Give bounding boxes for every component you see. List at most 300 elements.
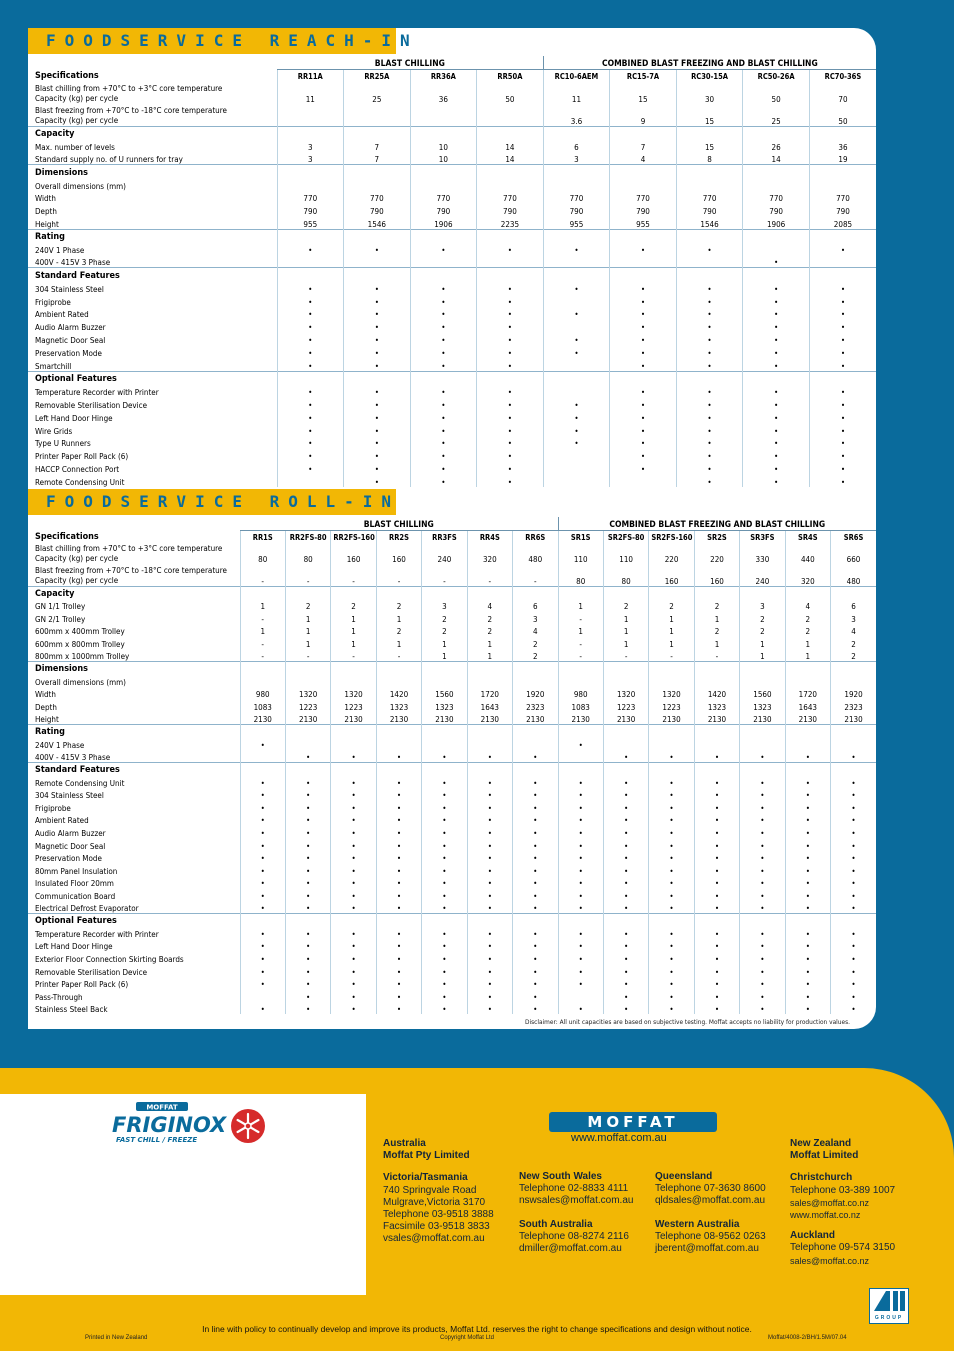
region-title: Christchurch: [790, 1172, 853, 1184]
spec-value: •: [543, 345, 610, 358]
spec-label: GN 1/1 Trolley: [35, 602, 86, 612]
spec-value: 790: [610, 203, 677, 216]
spec-value: •: [376, 876, 421, 889]
spec-value: 2: [785, 624, 830, 637]
spec-value: •: [285, 800, 330, 813]
spec-value: •: [610, 461, 677, 474]
spec-value: •: [344, 242, 411, 255]
spec-value: •: [785, 876, 830, 889]
spec-value: 4: [513, 624, 558, 637]
spec-value: 770: [809, 191, 876, 204]
spec-value: •: [694, 800, 739, 813]
spec-value: 2: [694, 624, 739, 637]
spec-value: 240: [422, 542, 467, 564]
spec-value: 240: [740, 564, 785, 586]
spec-value: •: [240, 888, 285, 901]
spec-value: 9: [610, 104, 677, 127]
spec-value: •: [676, 358, 743, 371]
spec-value: •: [831, 964, 876, 977]
spec-value: •: [344, 448, 411, 461]
model-name: RC30-15A: [676, 69, 743, 81]
spec-value: •: [285, 863, 330, 876]
spec-value: •: [694, 825, 739, 838]
spec-value: •: [649, 951, 694, 964]
spec-value: •: [410, 423, 477, 436]
spec-value: •: [410, 410, 477, 423]
spec-value: •: [240, 939, 285, 952]
spec-value: •: [240, 851, 285, 864]
spec-value: •: [694, 951, 739, 964]
spec-value: •: [344, 436, 411, 449]
spec-value: 2130: [558, 712, 603, 725]
spec-value: •: [410, 332, 477, 345]
group-logo-text: GROUP: [874, 1315, 904, 1321]
roll-in-panel: [28, 489, 876, 1029]
spec-value: •: [785, 750, 830, 763]
region-title: South Australia: [519, 1218, 593, 1230]
spec-value: •: [467, 926, 512, 939]
address-line: 740 Springvale Road: [383, 1184, 477, 1196]
spec-value: 11: [277, 81, 344, 104]
spec-value: •: [676, 448, 743, 461]
spec-value: 1: [785, 636, 830, 649]
spec-value: 1: [467, 636, 512, 649]
spec-value: [809, 255, 876, 268]
spec-label: 800mm x 1000mm Trolley: [35, 652, 130, 662]
spec-value: 2130: [513, 712, 558, 725]
spec-value: •: [331, 901, 376, 914]
spec-value: 160: [649, 564, 694, 586]
spec-value: 1: [376, 636, 421, 649]
spec-value: •: [785, 901, 830, 914]
spec-value: [831, 674, 876, 687]
model-name: RR2S: [376, 530, 421, 542]
spec-value: •: [467, 788, 512, 801]
spec-value: •: [285, 750, 330, 763]
spec-label: 600mm x 400mm Trolley: [35, 627, 125, 637]
spec-value: •: [676, 332, 743, 345]
spec-label: HACCP Connection Port: [35, 465, 120, 475]
spec-label: GN 2/1 Trolley: [35, 614, 86, 624]
spec-value: •: [558, 977, 603, 990]
spec-value: •: [743, 358, 810, 371]
spec-value: •: [743, 423, 810, 436]
website-link[interactable]: www.moffat.co.nz: [790, 1210, 861, 1221]
spec-value: [477, 178, 544, 191]
group-logo: [869, 1288, 909, 1324]
region-title: Western Australia: [655, 1218, 740, 1230]
spec-value: •: [477, 294, 544, 307]
spec-value: 480: [513, 542, 558, 564]
spec-value: 790: [743, 203, 810, 216]
spec-value: 480: [831, 564, 876, 586]
spec-value: -: [240, 649, 285, 662]
spec-value: •: [558, 737, 603, 750]
spec-value: •: [558, 851, 603, 864]
model-name: RR3FS: [422, 530, 467, 542]
spec-value: 3.6: [543, 104, 610, 127]
spec-value: •: [422, 800, 467, 813]
spec-value: •: [344, 358, 411, 371]
spec-value: 2: [422, 624, 467, 637]
region-title: Victoria/Tasmania: [383, 1172, 468, 1184]
spec-value: •: [603, 750, 648, 763]
spec-value: 1: [649, 611, 694, 624]
spec-value: 2: [422, 611, 467, 624]
spec-value: •: [285, 788, 330, 801]
spec-value: •: [694, 813, 739, 826]
spec-value: •: [240, 737, 285, 750]
spec-value: •: [240, 813, 285, 826]
model-name: RR25A: [344, 69, 411, 81]
spec-value: •: [809, 448, 876, 461]
spec-label: 240V 1 Phase: [35, 740, 85, 750]
spec-value: •: [676, 436, 743, 449]
spec-value: 2: [376, 624, 421, 637]
spec-value: •: [603, 838, 648, 851]
region-title: New South Wales: [519, 1171, 602, 1182]
email-link[interactable]: vsales@moffat.com.au: [383, 1233, 485, 1245]
country-heading: New Zealand: [790, 1138, 852, 1149]
spec-value: 3: [277, 139, 344, 152]
spec-value: •: [285, 888, 330, 901]
spec-value: •: [694, 964, 739, 977]
spec-value: •: [694, 788, 739, 801]
spec-value: •: [740, 825, 785, 838]
spec-value: •: [344, 281, 411, 294]
spec-value: •: [376, 863, 421, 876]
spec-value: •: [558, 888, 603, 901]
roll-in-banner: [28, 489, 401, 515]
spec-value: •: [649, 750, 694, 763]
spec-value: •: [676, 410, 743, 423]
spec-value: •: [467, 901, 512, 914]
spec-value: •: [513, 951, 558, 964]
spec-value: •: [285, 838, 330, 851]
spec-value: 3: [422, 599, 467, 612]
spec-label: 400V - 415V 3 Phase: [35, 258, 111, 268]
model-name: SR4S: [785, 530, 830, 542]
spec-value: [543, 384, 610, 397]
spec-value: •: [740, 901, 785, 914]
spec-label: Left Hand Door Hinge: [35, 413, 113, 423]
spec-value: 790: [477, 203, 544, 216]
spec-value: [477, 255, 544, 268]
spec-value: [543, 358, 610, 371]
spec-value: [410, 255, 477, 268]
spec-value: 2: [649, 599, 694, 612]
spec-label: Preservation Mode: [35, 854, 102, 864]
spec-value: 2130: [376, 712, 421, 725]
spec-value: •: [513, 926, 558, 939]
telephone: Telephone 08-8274 2116: [519, 1230, 629, 1242]
spec-value: 955: [277, 216, 344, 229]
spec-header: Specifications: [35, 71, 99, 81]
spec-value: •: [477, 332, 544, 345]
svg-text:FAST CHILL / FREEZE: FAST CHILL / FREEZE: [116, 1136, 198, 1144]
email-link[interactable]: jberent@moffat.com.au: [655, 1243, 759, 1255]
spec-value: 25: [743, 104, 810, 127]
spec-value: •: [610, 384, 677, 397]
spec-value: •: [676, 345, 743, 358]
section-heading: Rating: [28, 229, 277, 242]
spec-value: •: [477, 281, 544, 294]
model-name: RR2FS-160: [331, 530, 376, 542]
spec-value: [331, 674, 376, 687]
moffat-website-link[interactable]: www.moffat.com.au: [571, 1132, 667, 1144]
model-name: RR6S: [513, 530, 558, 542]
spec-value: 770: [543, 191, 610, 204]
spec-value: •: [785, 977, 830, 990]
spec-value: [285, 737, 330, 750]
spec-value: •: [610, 242, 677, 255]
spec-value: •: [422, 750, 467, 763]
spec-value: •: [477, 319, 544, 332]
spec-value: •: [277, 294, 344, 307]
model-name: SR2S: [694, 530, 739, 542]
spec-value: •: [603, 989, 648, 1002]
spec-value: •: [785, 863, 830, 876]
spec-value: •: [558, 926, 603, 939]
spec-value: 790: [344, 203, 411, 216]
spec-label: Height: [35, 219, 59, 229]
spec-value: •: [344, 474, 411, 487]
spec-value: •: [676, 384, 743, 397]
spec-value: •: [809, 358, 876, 371]
spec-value: •: [603, 964, 648, 977]
spec-value: •: [743, 461, 810, 474]
spec-value: •: [477, 307, 544, 320]
spec-value: 1: [422, 649, 467, 662]
spec-value: •: [477, 242, 544, 255]
spec-value: 50: [809, 104, 876, 127]
spec-value: 1: [240, 599, 285, 612]
spec-value: •: [610, 294, 677, 307]
spec-value: •: [285, 901, 330, 914]
reach-in-title: FOODSERVICE REACH-IN: [46, 31, 419, 50]
spec-value: •: [831, 939, 876, 952]
spec-value: [543, 461, 610, 474]
spec-value: •: [740, 888, 785, 901]
spec-value: •: [331, 951, 376, 964]
spec-label: Printer Paper Roll Pack (6): [35, 452, 129, 462]
spec-value: [285, 674, 330, 687]
spec-value: •: [543, 423, 610, 436]
spec-value: [422, 674, 467, 687]
spec-value: •: [513, 851, 558, 864]
spec-value: 790: [277, 203, 344, 216]
spec-value: •: [376, 838, 421, 851]
spec-value: •: [676, 281, 743, 294]
spec-value: [543, 448, 610, 461]
spec-value: 3: [831, 611, 876, 624]
spec-value: 770: [743, 191, 810, 204]
spec-value: •: [740, 775, 785, 788]
spec-value: •: [285, 775, 330, 788]
spec-value: •: [543, 410, 610, 423]
spec-value: 50: [477, 81, 544, 104]
spec-value: 955: [610, 216, 677, 229]
spec-value: •: [743, 332, 810, 345]
model-name: RR4S: [467, 530, 512, 542]
spec-value: 660: [831, 542, 876, 564]
spec-value: •: [467, 838, 512, 851]
spec-value: 1546: [676, 216, 743, 229]
spec-value: •: [694, 1002, 739, 1015]
email-link[interactable]: dmiller@moffat.com.au: [519, 1243, 622, 1255]
spec-value: 11: [543, 81, 610, 104]
spec-label: Blast freezing from +70°C to -18°C core temperature Capacity (kg) per cycle: [35, 105, 227, 125]
model-name: RR2FS-80: [285, 530, 330, 542]
spec-value: 2: [467, 624, 512, 637]
spec-value: 2235: [477, 216, 544, 229]
spec-value: •: [410, 281, 477, 294]
spec-value: 1: [331, 611, 376, 624]
spec-value: •: [543, 242, 610, 255]
spec-value: 1: [376, 611, 421, 624]
spec-value: •: [603, 939, 648, 952]
spec-value: •: [676, 294, 743, 307]
email-link[interactable]: sales@moffat.co.nz: [790, 1197, 870, 1208]
spec-value: •: [558, 775, 603, 788]
spec-value: •: [277, 345, 344, 358]
spec-value: •: [740, 838, 785, 851]
facsimile: Facsimile 03-9518 3833: [383, 1221, 490, 1233]
spec-value: •: [558, 838, 603, 851]
spec-label: 400V - 415V 3 Phase: [35, 752, 111, 762]
spec-value: 7: [610, 139, 677, 152]
spec-label: Ambient Rated: [35, 816, 89, 826]
spec-value: -: [240, 564, 285, 586]
spec-value: •: [740, 788, 785, 801]
spec-value: •: [331, 964, 376, 977]
spec-value: 36: [410, 81, 477, 104]
model-name: SR1S: [558, 530, 603, 542]
spec-value: •: [376, 901, 421, 914]
spec-value: 1: [422, 636, 467, 649]
email-link[interactable]: sales@moffat.co.nz: [790, 1255, 870, 1266]
spec-value: •: [649, 838, 694, 851]
spec-value: 8: [676, 152, 743, 165]
spec-value: 2323: [831, 699, 876, 712]
spec-value: •: [558, 964, 603, 977]
spec-value: •: [344, 294, 411, 307]
spec-value: •: [610, 423, 677, 436]
spec-value: •: [513, 1002, 558, 1015]
reach-in-banner: [28, 28, 419, 54]
spec-value: •: [809, 461, 876, 474]
spec-value: •: [649, 989, 694, 1002]
spec-value: 2: [603, 599, 648, 612]
spec-value: •: [785, 851, 830, 864]
spec-value: •: [740, 1002, 785, 1015]
spec-value: •: [240, 901, 285, 914]
spec-value: •: [477, 410, 544, 423]
spec-value: •: [410, 242, 477, 255]
spec-value: •: [831, 888, 876, 901]
spec-value: •: [610, 410, 677, 423]
spec-value: [743, 242, 810, 255]
spec-value: •: [513, 838, 558, 851]
spec-value: •: [649, 901, 694, 914]
spec-value: [513, 674, 558, 687]
printed-in: Printed in New Zealand: [85, 1335, 148, 1341]
spec-label: Height: [35, 715, 59, 725]
spec-value: 1: [740, 649, 785, 662]
spec-value: •: [410, 461, 477, 474]
group-label: COMBINED BLAST FREEZING AND BLAST CHILLING: [543, 56, 876, 69]
spec-value: •: [513, 788, 558, 801]
spec-value: •: [740, 863, 785, 876]
spec-value: •: [785, 964, 830, 977]
spec-value: [277, 104, 344, 127]
spec-value: •: [422, 775, 467, 788]
email-link[interactable]: nswsales@moffat.com.au: [519, 1195, 634, 1207]
spec-value: [277, 255, 344, 268]
spec-value: 1546: [344, 216, 411, 229]
spec-value: 4: [467, 599, 512, 612]
spec-value: 1420: [376, 687, 421, 700]
spec-value: 2323: [513, 699, 558, 712]
reach-in-spec-table: [28, 56, 876, 487]
spec-value: •: [331, 926, 376, 939]
spec-value: •: [740, 926, 785, 939]
model-name: RR11A: [277, 69, 344, 81]
spec-value: •: [376, 788, 421, 801]
spec-value: 770: [676, 191, 743, 204]
spec-label: Temperature Recorder with Printer: [35, 929, 159, 939]
footer: [0, 1068, 954, 1351]
spec-value: 19: [809, 152, 876, 165]
email-link[interactable]: qldsales@moffat.com.au: [655, 1195, 766, 1207]
spec-value: [676, 255, 743, 268]
spec-value: 790: [543, 203, 610, 216]
spec-value: -: [558, 649, 603, 662]
spec-value: 1320: [603, 687, 648, 700]
spec-value: •: [376, 951, 421, 964]
spec-value: •: [513, 750, 558, 763]
spec-value: •: [422, 888, 467, 901]
spec-value: •: [831, 788, 876, 801]
spec-value: •: [740, 813, 785, 826]
spec-value: •: [422, 977, 467, 990]
spec-value: •: [831, 977, 876, 990]
spec-value: [558, 674, 603, 687]
spec-value: 10: [410, 139, 477, 152]
group-label: BLAST CHILLING: [277, 56, 543, 69]
document-code: Moffat/4008-2/BH/1.5M/07.04: [768, 1335, 847, 1341]
policy-statement: In line with policy to continually develop and improve its products, Moffat Ltd. reserves the right to change specifications and design without notice.: [202, 1324, 752, 1334]
spec-value: -: [285, 564, 330, 586]
spec-value: •: [285, 813, 330, 826]
spec-label: Wire Grids: [35, 426, 73, 436]
spec-value: •: [831, 813, 876, 826]
section-heading: Dimensions: [28, 662, 240, 675]
spec-value: 2130: [785, 712, 830, 725]
spec-value: •: [785, 788, 830, 801]
spec-value: 770: [344, 191, 411, 204]
spec-value: [543, 294, 610, 307]
spec-value: 30: [676, 81, 743, 104]
spec-value: •: [467, 775, 512, 788]
spec-value: •: [603, 813, 648, 826]
spec-value: 1560: [740, 687, 785, 700]
spec-value: •: [240, 838, 285, 851]
spec-label: Frigiprobe: [35, 803, 71, 813]
spec-value: 1: [558, 624, 603, 637]
spec-value: 770: [477, 191, 544, 204]
spec-value: 790: [809, 203, 876, 216]
